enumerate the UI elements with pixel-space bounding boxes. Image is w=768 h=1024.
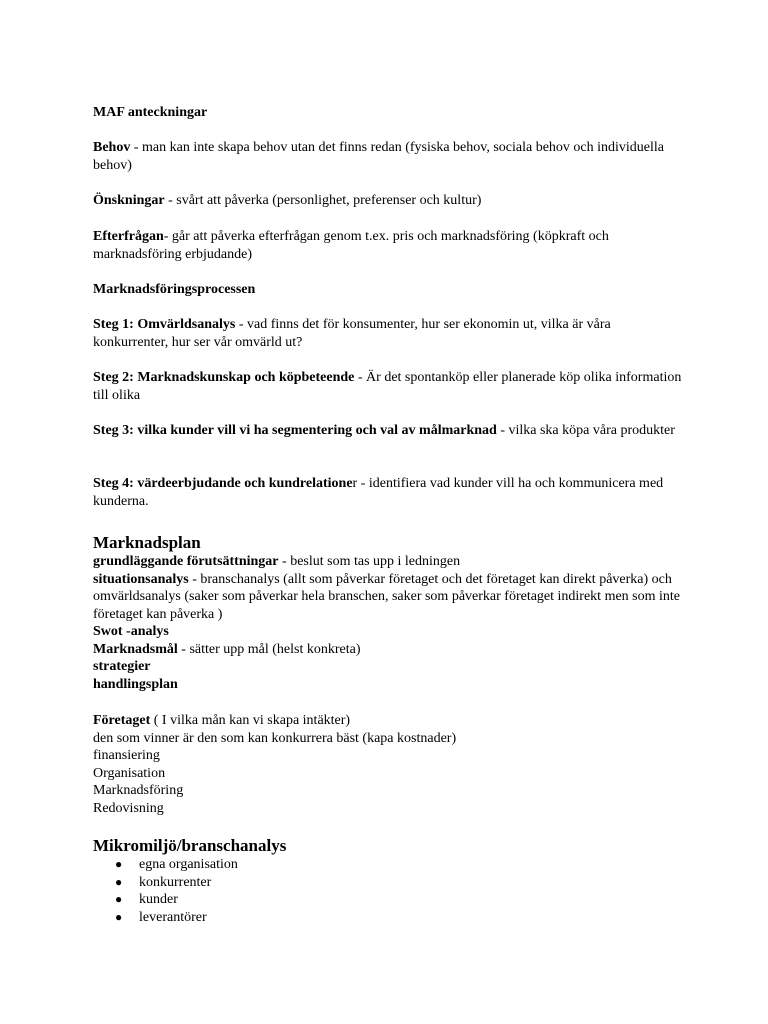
list-item: [93, 874, 683, 892]
situationsanalys-text: - branschanalys (allt som påverkar företaget och det företaget kan direkt påverka) och omvärldsanalys (saker som påverkar hela branschen, saker som påverkar företaget indirekt men som inte företaget kan påverka ): [93, 571, 681, 622]
foretaget-line-3: finansiering: [93, 748, 160, 763]
efterfragan-text: - går att påverka efterfrågan genom t.ex. pris och marknadsföring (köpkraft och marknadsföring erbjudande): [93, 229, 609, 262]
marknadsplan-heading: Marknadsplan: [93, 533, 201, 552]
swot-label: Swot -analys: [93, 624, 169, 639]
strategier-label: strategier: [93, 659, 151, 674]
behov-paragraph: [93, 139, 683, 175]
mikromiljo-heading: Mikromiljö/branschanalys: [93, 836, 287, 855]
steg1-term: Steg 1: Omvärldsanalys: [93, 317, 236, 332]
list-item: [93, 856, 683, 874]
onskningar-paragraph: [93, 192, 683, 210]
grund-text: - beslut som tas upp i ledningen: [278, 554, 461, 569]
behov-text: - man kan inte skapa behov utan det finns redan (fysiska behov, sociala behov och individuella behov): [93, 140, 665, 173]
list-item-text: egna organisation: [139, 857, 238, 872]
foretaget-line-6: Redovisning: [93, 800, 164, 816]
process-heading: [93, 281, 683, 299]
marknadsplan-section: [93, 533, 683, 693]
foretaget-line-2: den som vinner är den som kan konkurrera bäst (kapa kostnader): [93, 730, 457, 746]
situationsanalys-term: situationsanalys: [93, 571, 189, 587]
onskningar-term: Önskningar: [93, 193, 165, 208]
efterfragan-paragraph: [93, 228, 683, 264]
list-item: [93, 891, 683, 909]
foretaget-term: Företaget: [93, 713, 151, 728]
steg1-paragraph: [93, 316, 683, 352]
steg4-term: Steg 4: värdeerbjudande och kundrelatione: [93, 476, 353, 491]
grund-term: grundläggande förutsättningar: [93, 554, 279, 569]
mikromiljo-section: [93, 836, 683, 926]
marknadsmal-text: - sätter upp mål (helst konkreta): [177, 641, 361, 657]
list-item-text: kunder: [139, 892, 178, 907]
list-item-text: konkurrenter: [139, 874, 212, 890]
list-item: [93, 909, 683, 927]
mikromiljo-list: [93, 856, 683, 926]
steg2-term: Steg 2: Marknadskunskap och köpbeteende: [93, 370, 355, 385]
foretaget-line-5: Marknadsföring: [93, 783, 184, 798]
foretaget-line-4: Organisation: [93, 765, 166, 781]
title-text: MAF anteckningar: [93, 105, 208, 120]
list-item-text: leverantörer: [139, 909, 207, 925]
document-title: [93, 104, 683, 122]
steg3-paragraph: [93, 422, 683, 440]
foretaget-section: [93, 712, 683, 817]
process-heading-text: Marknadsföringsprocessen: [93, 282, 256, 297]
behov-term: Behov: [93, 140, 131, 155]
steg4-text: r - identifiera vad kunder vill ha och kommunicera med kunderna.: [93, 476, 664, 509]
onskningar-text: - svårt att påverka (personlighet, preferenser och kultur): [164, 193, 482, 208]
foretaget-text: ( I vilka mån kan vi skapa intäkter): [150, 713, 351, 728]
efterfragan-term: Efterfrågan: [93, 229, 164, 244]
bullet-icon: ●: [115, 909, 123, 924]
marknadsmal-term: Marknadsmål: [93, 641, 178, 657]
bullet-icon: ●: [115, 874, 123, 889]
steg3-text: - vilka ska köpa våra produkter: [496, 423, 675, 438]
steg3-term: Steg 3: vilka kunder vill vi ha segmentering och val av målmarknad: [93, 423, 497, 438]
bullet-icon: ●: [115, 857, 123, 871]
steg2-paragraph: [93, 369, 683, 405]
steg2-text: - Är det spontanköp eller planerade köp olika information till olika: [93, 370, 682, 403]
bullet-icon: ●: [115, 892, 123, 906]
steg1-text: - vad finns det för konsumenter, hur ser ekonomin ut, vilka är våra konkurrenter, hur ser vår omvärld ut?: [93, 317, 611, 350]
handlingsplan-label: handlingsplan: [93, 676, 178, 692]
steg4-paragraph: [93, 475, 683, 511]
